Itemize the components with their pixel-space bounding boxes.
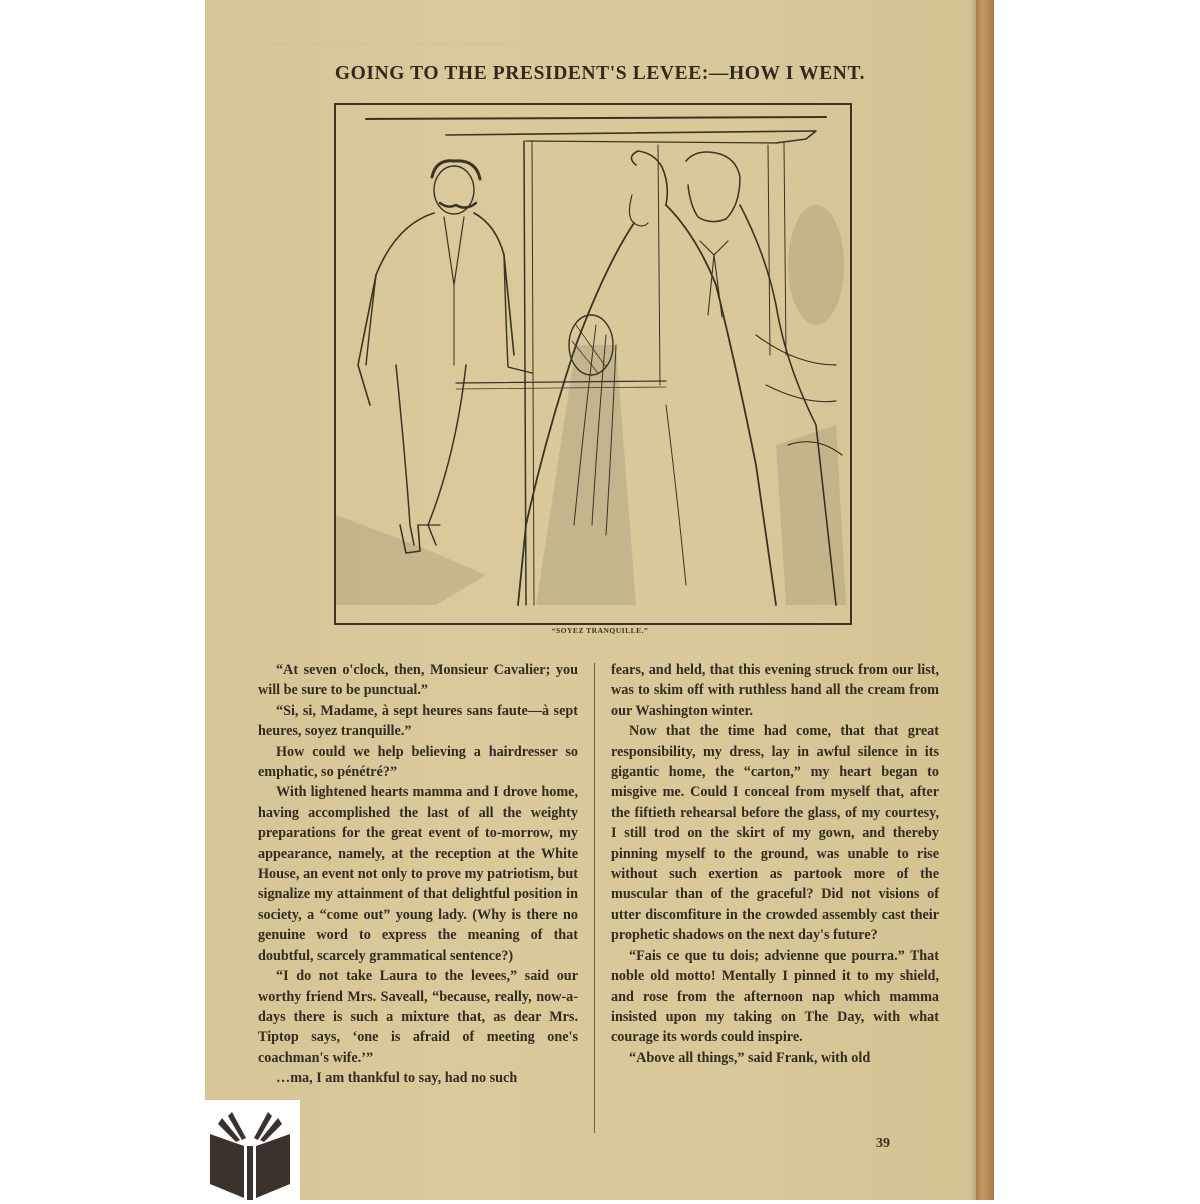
logo xyxy=(200,1100,300,1200)
paragraph: “Si, si, Madame, à sept heures sans faute—à sept heures, soyez tranquille.” xyxy=(258,702,578,740)
paragraph: “Fais ce que tu dois; advienne que pourra.” That noble old motto! Mentally I pinned it to my shield, and rose from the afternoon nap which mamma insisted upon my taking on The Day, with what courage its words could inspire. xyxy=(611,947,939,1046)
paragraph: Now that the time had come, that that great responsibility, my dress, lay in awful silence in its gigantic home, the “carton,” my heart began to misgive me. Could I conceal from myself that, after the fiftieth rehearsal before the glass, of my courtesy, I still trod on the skirt of my gown, and thereby pinning myself to the ground, was unable to rise without such exertion as partook more of the muscular than of the graceful? Did not visions of utter discomfiture in the crowded assembly cast their prophetic shadows on the next day's future? xyxy=(611,723,939,944)
paragraph: “I do not take Laura to the levees,” said our worthy friend Mrs. Saveall, “because, really, now-a-days there is such a mixture that, as dear Mrs. Tiptop says, ‘one is afraid of meeting one's coachman's wife.’” xyxy=(258,968,578,1066)
paragraph: fears, and held, that this evening struck from our list, was to skim off with ruthless hand all the cream from our Washington winter. xyxy=(611,662,939,719)
paragraph: “Above all things,” said Frank, with old xyxy=(629,1049,871,1066)
paragraph: …ma, I am thankful to say, had no such xyxy=(276,1070,518,1087)
column-divider xyxy=(594,663,595,1133)
paragraph: With lightened hearts mamma and I drove home, having accomplished the last of all the weighty preparations for the great event of to-morrow, my appearance, namely, at the reception at the White House, an event not only to prove my patriotism, but signalize my attainment of that delightful position in society, a “come out” young lady. (Why is there no genuine word to express the meaning of that doubtful, scarcely grammatical sentence?) xyxy=(258,784,578,964)
bleed-through-text: ·········· ················ ·········· ······················ xyxy=(262,36,523,51)
engraving-illustration xyxy=(334,103,852,625)
text-column-right xyxy=(611,660,939,1068)
paragraph: “At seven o'clock, then, Monsieur Cavalier; you will be sure to be punctual.” xyxy=(258,662,578,699)
paragraph: How could we help believing a hairdresser so emphatic, so pénétré?” xyxy=(258,743,578,781)
illustration-caption: “SOYEZ TRANQUILLE.” xyxy=(551,626,649,635)
page-number: 39 xyxy=(876,1136,890,1151)
text-column-left xyxy=(258,660,578,1089)
page-title: GOING TO THE PRESIDENT'S LEVEE:—HOW I WENT. xyxy=(334,63,866,85)
engraving-drawing xyxy=(336,105,850,623)
open-book-icon xyxy=(200,1100,300,1200)
book-page-edge xyxy=(976,0,994,1200)
